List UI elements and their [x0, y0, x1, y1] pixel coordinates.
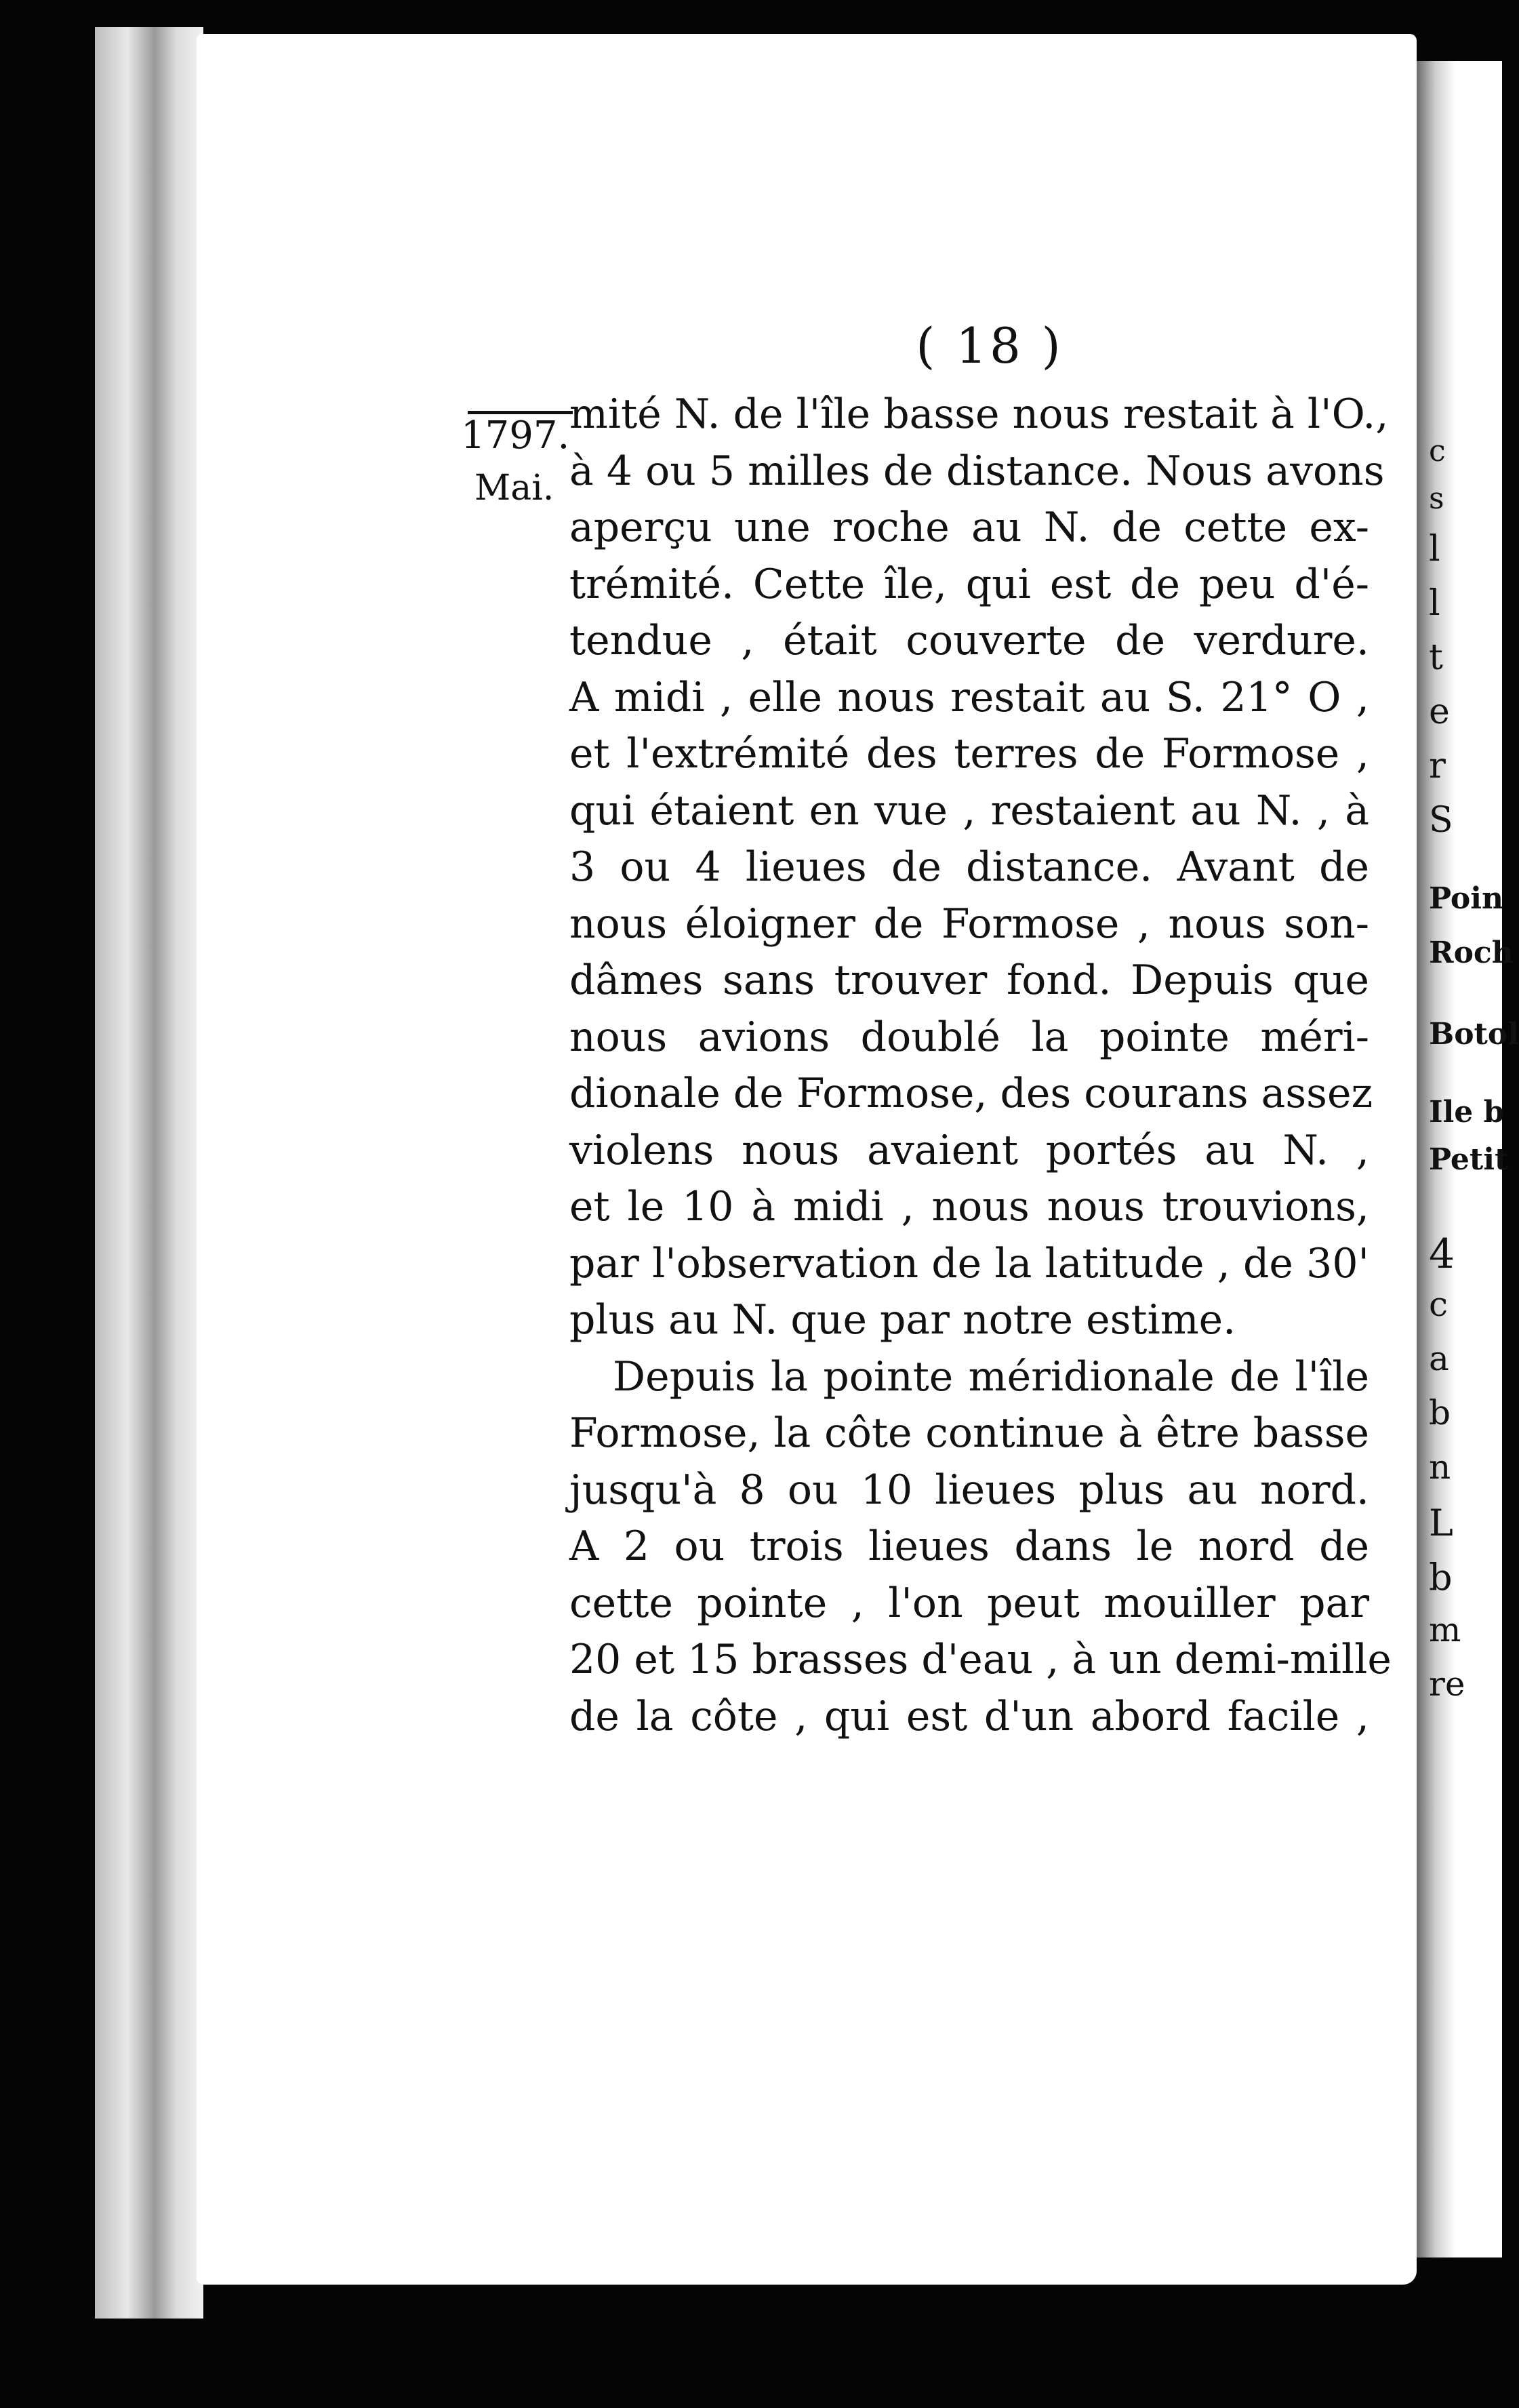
text-line: et le 10 à midi , nous nous trouvions,: [569, 1183, 1369, 1230]
fragment: b: [1429, 1556, 1453, 1599]
fragment: m: [1429, 1610, 1461, 1649]
margin-note-month: Mai.: [474, 468, 554, 508]
fragment: a: [1429, 1339, 1449, 1378]
book-gutter: [95, 27, 203, 2319]
text-line: 20 et 15 brasses d'eau , à un demi-mille: [569, 1636, 1392, 1683]
fragment: Ile b: [1429, 1095, 1505, 1129]
fragment: l: [1429, 583, 1440, 624]
fragment: Roch: [1429, 936, 1514, 970]
fragment: Botol: [1429, 1017, 1519, 1051]
text-line: trémité. Cette île, qui est de peu d'é-: [569, 560, 1369, 608]
text-line: nous avions doublé la pointe méri-: [569, 1013, 1369, 1061]
text-line: dâmes sans trouver fond. Depuis que: [569, 957, 1369, 1004]
text-line: A 2 ou trois lieues dans le nord de: [569, 1523, 1369, 1570]
fragment: c: [1429, 1285, 1449, 1324]
text-line: Formose, la côte continue à être basse: [569, 1409, 1369, 1457]
text-line: A midi , elle nous restait au S. 21° O ,: [569, 673, 1369, 721]
fragment: re: [1429, 1664, 1465, 1704]
text-line: aperçu une roche au N. de cette ex-: [569, 504, 1369, 551]
fragment: c: [1429, 434, 1446, 468]
text-line: violens nous avaient portés au N. ,: [569, 1126, 1369, 1174]
text-line: 3 ou 4 lieues de distance. Avant de: [569, 843, 1369, 891]
text-line: Depuis la pointe méridionale de l'île: [613, 1352, 1369, 1401]
fragment: Petit: [1429, 1142, 1509, 1177]
text-line: cette pointe , l'on peut mouiller par: [569, 1579, 1369, 1627]
text-line: et l'extrémité des terres de Formose ,: [569, 730, 1369, 778]
text-line: jusqu'à 8 ou 10 lieues plus au nord.: [569, 1466, 1369, 1514]
fragment: e: [1429, 691, 1450, 732]
text-line: par l'observation de la latitude , de 30': [569, 1239, 1369, 1287]
fragment: t: [1429, 637, 1443, 678]
text-line: qui étaient en vue , restaient au N. , à: [569, 786, 1369, 835]
next-page-fragments: [1426, 407, 1519, 1763]
text-line: tendue , était couverte de verdure.: [569, 617, 1369, 664]
fragment: l: [1429, 529, 1440, 569]
text-line: de la côte , qui est d'un abord facile ,: [569, 1692, 1369, 1740]
text-line: dionale de Formose, des courans assez: [569, 1070, 1373, 1117]
fragment: L: [1429, 1502, 1453, 1544]
text-line: mité N. de l'île basse nous restait à l'O.,: [569, 390, 1389, 438]
margin-note-year: 1797.: [461, 414, 570, 458]
fragment: n: [1429, 1447, 1451, 1487]
fragment: 4: [1429, 1230, 1455, 1278]
text-line: à 4 ou 5 milles de distance. Nous avons: [569, 447, 1385, 495]
text-line: nous éloigner de Formose , nous son-: [569, 900, 1369, 948]
fragment: r: [1429, 746, 1446, 786]
fragment: s: [1429, 481, 1444, 516]
text-line: plus au N. que par notre estime.: [569, 1296, 1236, 1344]
page-number-header: ( 18 ): [916, 317, 1064, 374]
body-text: [569, 386, 1392, 1745]
fragment: b: [1429, 1393, 1451, 1432]
fragment: Poin: [1429, 881, 1503, 916]
fragment: S: [1429, 800, 1453, 841]
